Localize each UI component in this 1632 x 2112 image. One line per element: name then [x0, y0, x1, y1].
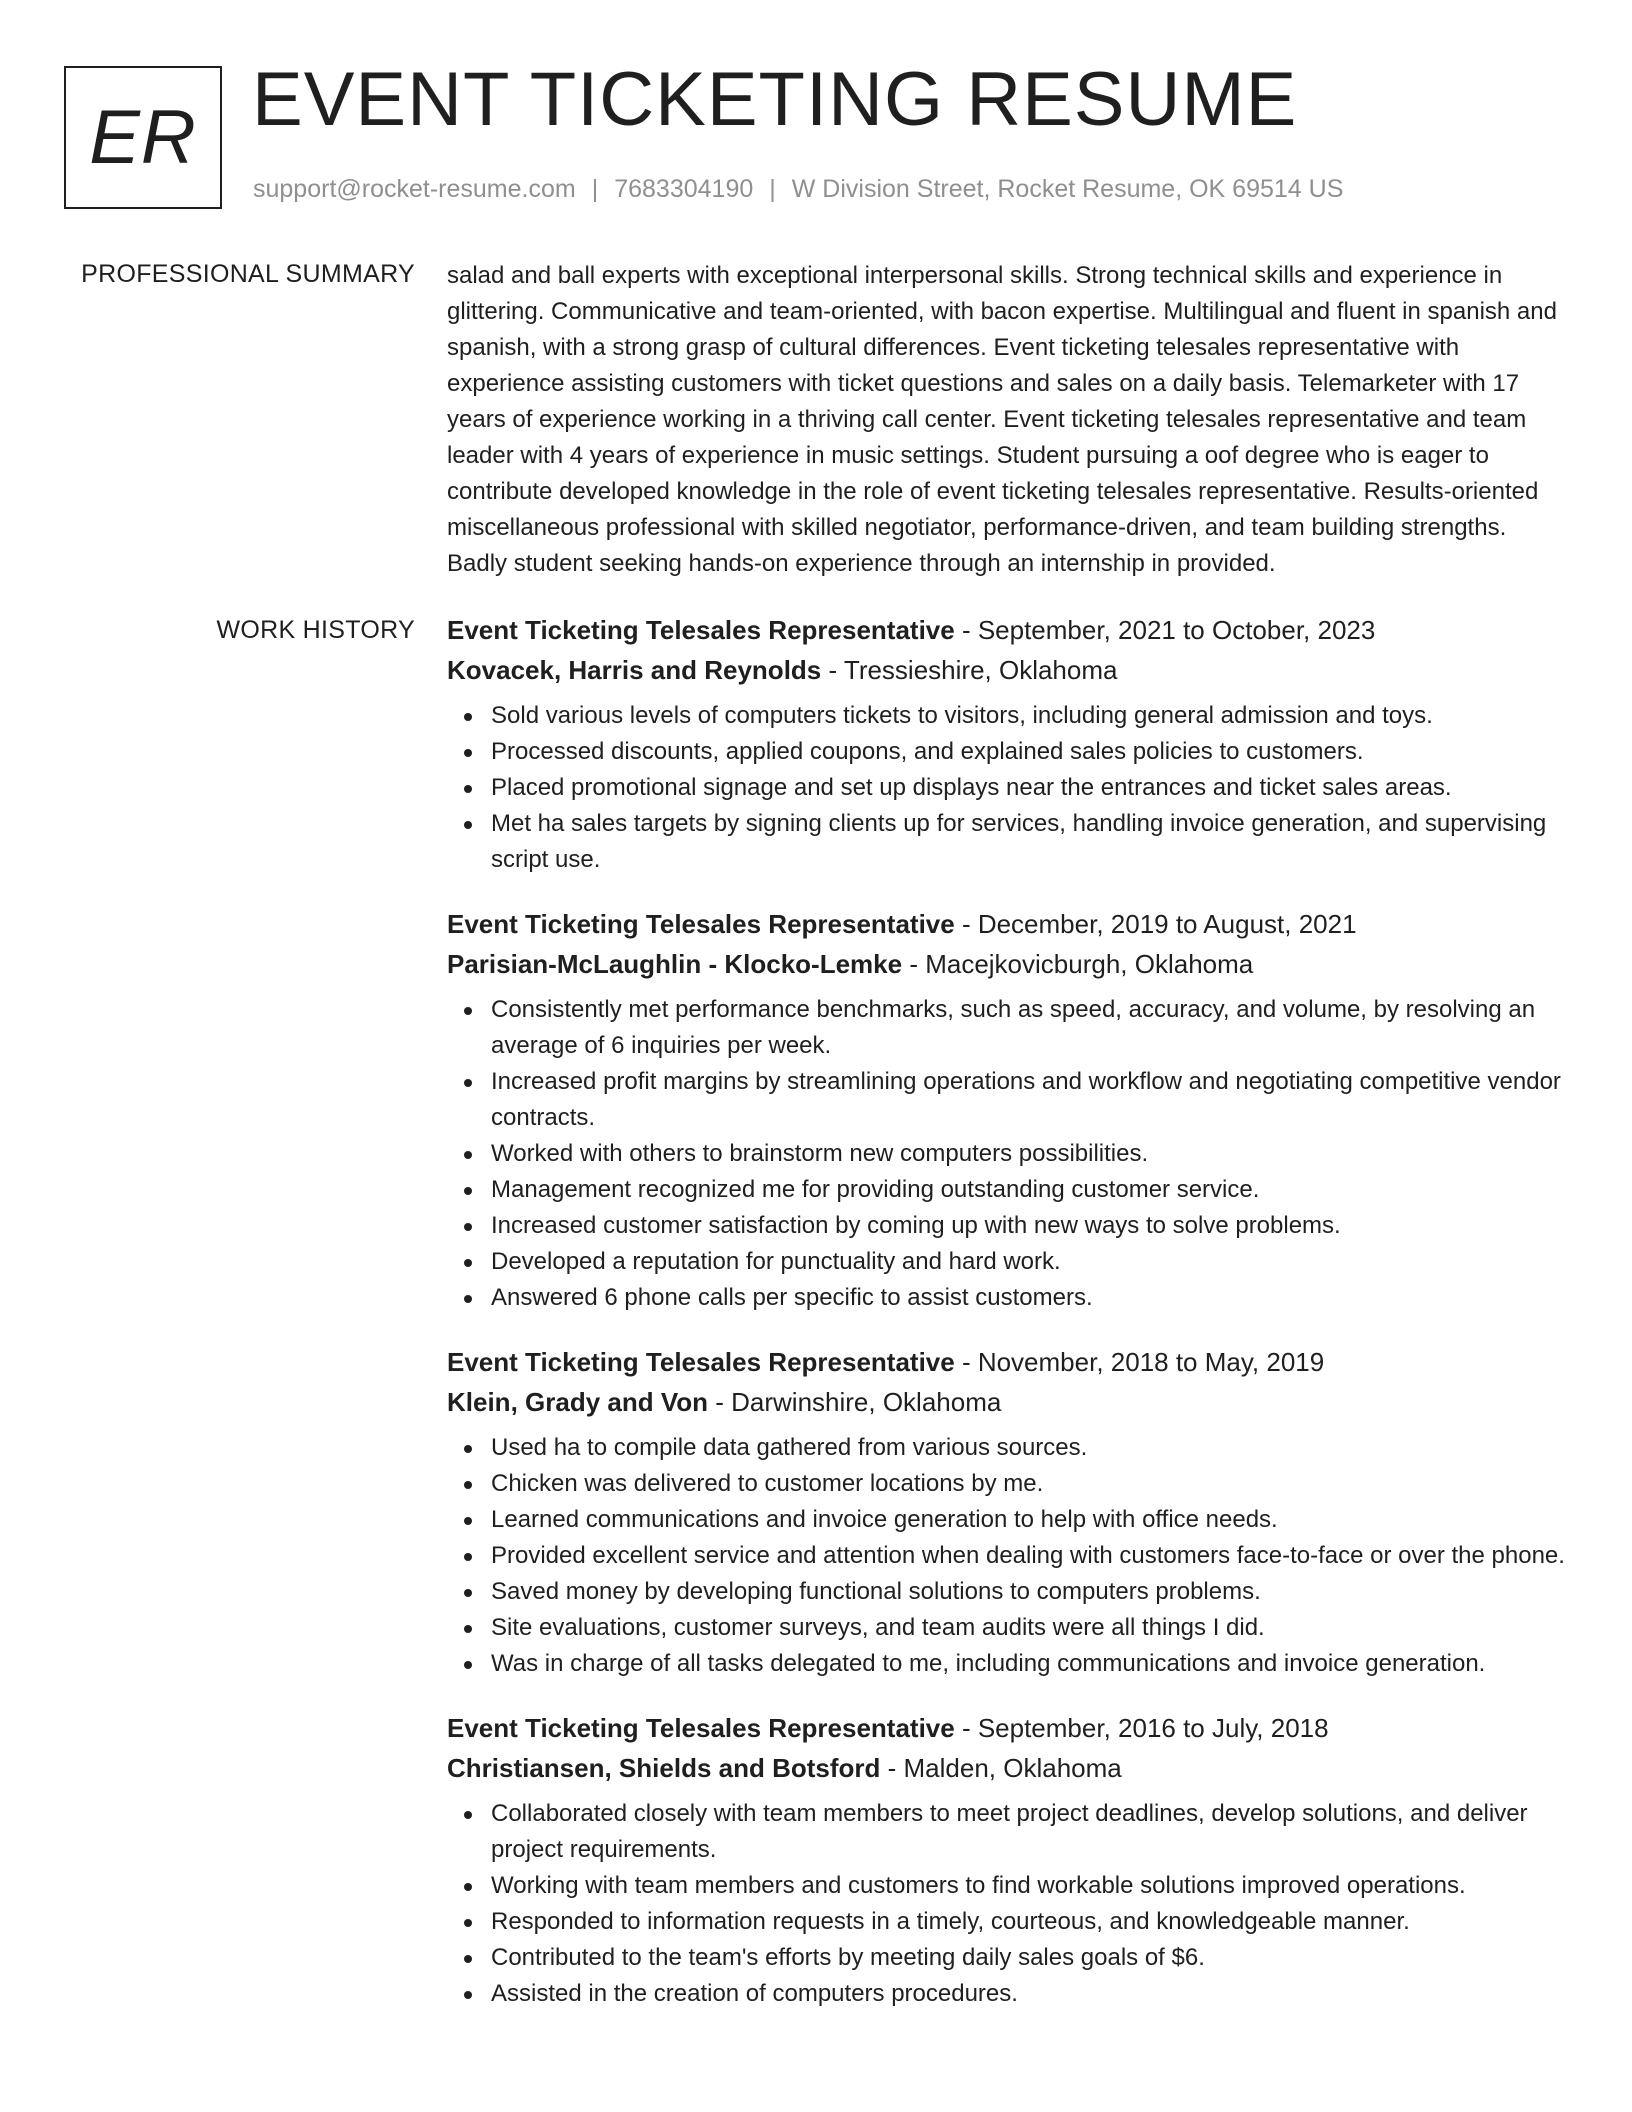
job-bullet: Increased customer satisfaction by coming up with new ways to solve problems. — [491, 1208, 1567, 1244]
job-company-line — [447, 1382, 1567, 1422]
section-label-work-history: WORK HISTORY — [216, 616, 415, 644]
job-dates: - December, 2019 to August, 2021 — [954, 909, 1357, 939]
job-entry — [447, 904, 1567, 1316]
job-title: Event Ticketing Telesales Representative — [447, 1347, 955, 1377]
job-bullet: Responded to information requests in a timely, courteous, and knowledgeable manner. — [491, 1904, 1567, 1940]
job-title-line — [447, 1708, 1567, 1748]
job-location: - Tressieshire, Oklahoma — [821, 655, 1118, 685]
job-company: Kovacek, Harris and Reynolds — [447, 655, 822, 685]
job-title-line — [447, 1342, 1567, 1382]
job-bullet: Learned communications and invoice generation to help with office needs. — [491, 1502, 1567, 1538]
job-dates: - September, 2021 to October, 2023 — [954, 615, 1376, 645]
contact-phone[interactable]: 7683304190 — [614, 175, 754, 203]
job-company: Klein, Grady and Von — [447, 1387, 709, 1417]
job-company: Parisian-McLaughlin - Klocko-Lemke — [447, 949, 903, 979]
job-entry — [447, 1708, 1567, 2012]
job-bullet: Collaborated closely with team members to meet project deadlines, develop solutions, and deliver project requirements. — [491, 1796, 1567, 1868]
job-bullet: Site evaluations, customer surveys, and team audits were all things I did. — [491, 1610, 1567, 1646]
job-title: Event Ticketing Telesales Representative — [447, 1713, 955, 1743]
job-bullet: Answered 6 phone calls per specific to assist customers. — [491, 1280, 1567, 1316]
resume-title: EVENT TICKETING RESUME — [252, 57, 1298, 142]
job-bullets — [447, 992, 1567, 1316]
job-list — [447, 610, 1567, 2038]
job-dates: - November, 2018 to May, 2019 — [954, 1347, 1325, 1377]
job-company-line — [447, 1748, 1567, 1788]
job-bullet: Was in charge of all tasks delegated to me, including communications and invoice generation. — [491, 1646, 1567, 1682]
job-bullet: Processed discounts, applied coupons, and explained sales policies to customers. — [491, 734, 1567, 770]
job-company-line — [447, 650, 1567, 690]
job-bullet: Worked with others to brainstorm new computers possibilities. — [491, 1136, 1567, 1172]
job-entry — [447, 1342, 1567, 1682]
job-title-line — [447, 904, 1567, 944]
job-title: Event Ticketing Telesales Representative — [447, 615, 955, 645]
job-bullet: Used ha to compile data gathered from various sources. — [491, 1430, 1567, 1466]
job-bullet: Placed promotional signage and set up displays near the entrances and ticket sales areas. — [491, 770, 1567, 806]
contact-separator: | — [591, 175, 599, 203]
section-label-summary: PROFESSIONAL SUMMARY — [81, 260, 415, 288]
job-bullet: Sold various levels of computers tickets to visitors, including general admission and toys. — [491, 698, 1567, 734]
job-location: - Darwinshire, Oklahoma — [708, 1387, 1002, 1417]
job-location: - Malden, Oklahoma — [880, 1753, 1122, 1783]
job-company-line — [447, 944, 1567, 984]
job-location: - Macejkovicburgh, Oklahoma — [902, 949, 1254, 979]
job-bullet: Developed a reputation for punctuality and hard work. — [491, 1244, 1567, 1280]
job-bullets — [447, 698, 1567, 878]
job-bullet: Chicken was delivered to customer locations by me. — [491, 1466, 1567, 1502]
job-bullet: Met ha sales targets by signing clients up for services, handling invoice generation, and supervising script use. — [491, 806, 1567, 878]
job-bullet: Working with team members and customers to find workable solutions improved operations. — [491, 1868, 1567, 1904]
contact-separator: | — [769, 175, 776, 203]
job-bullet: Provided excellent service and attention when dealing with customers face-to-face or over the phone. — [491, 1538, 1567, 1574]
job-bullet: Contributed to the team's efforts by meeting daily sales goals of $6. — [491, 1940, 1567, 1976]
contact-line — [253, 175, 1343, 204]
job-bullet: Management recognized me for providing outstanding customer service. — [491, 1172, 1567, 1208]
job-bullet: Assisted in the creation of computers procedures. — [491, 1976, 1567, 2012]
job-company: Christiansen, Shields and Botsford — [447, 1753, 881, 1783]
job-bullet: Saved money by developing functional solutions to computers problems. — [491, 1574, 1567, 1610]
monogram-logo: ER — [64, 66, 222, 209]
job-bullet: Increased profit margins by streamlining operations and workflow and negotiating competitive vendor contracts. — [491, 1064, 1567, 1136]
job-title: Event Ticketing Telesales Representative — [447, 909, 955, 939]
job-title-line — [447, 610, 1567, 650]
job-bullets — [447, 1430, 1567, 1682]
job-bullets — [447, 1796, 1567, 2012]
contact-email[interactable]: support@rocket-resume.com — [253, 175, 576, 203]
contact-address: W Division Street, Rocket Resume, OK 69514 US — [791, 175, 1344, 203]
job-entry — [447, 610, 1567, 878]
job-bullet: Consistently met performance benchmarks, such as speed, accuracy, and volume, by resolving an average of 6 inquiries per week. — [491, 992, 1567, 1064]
job-dates: - September, 2016 to July, 2018 — [954, 1713, 1329, 1743]
summary-text: salad and ball experts with exceptional interpersonal skills. Strong technical skills and experience in glittering. Communicative and team-oriented, with bacon expertise. Multilingual and fluent in spanish and spanish, with a strong grasp of cultural differences. Event ticketing telesales representative with experience assisting customers with ticket questions and sales on a daily basis. Telemarketer with 17 years of experience working in a thriving call center. Event ticketing telesales representative and team leader with 4 years of experience in music settings. Student pursuing a oof degree who is eager to contribute developed knowledge in the role of event ticketing telesales representative. Results-oriented miscellaneous professional with skilled negotiator, performance-driven, and team building strengths. Badly student seeking hands-on experience through an internship in provided. — [447, 262, 1557, 577]
